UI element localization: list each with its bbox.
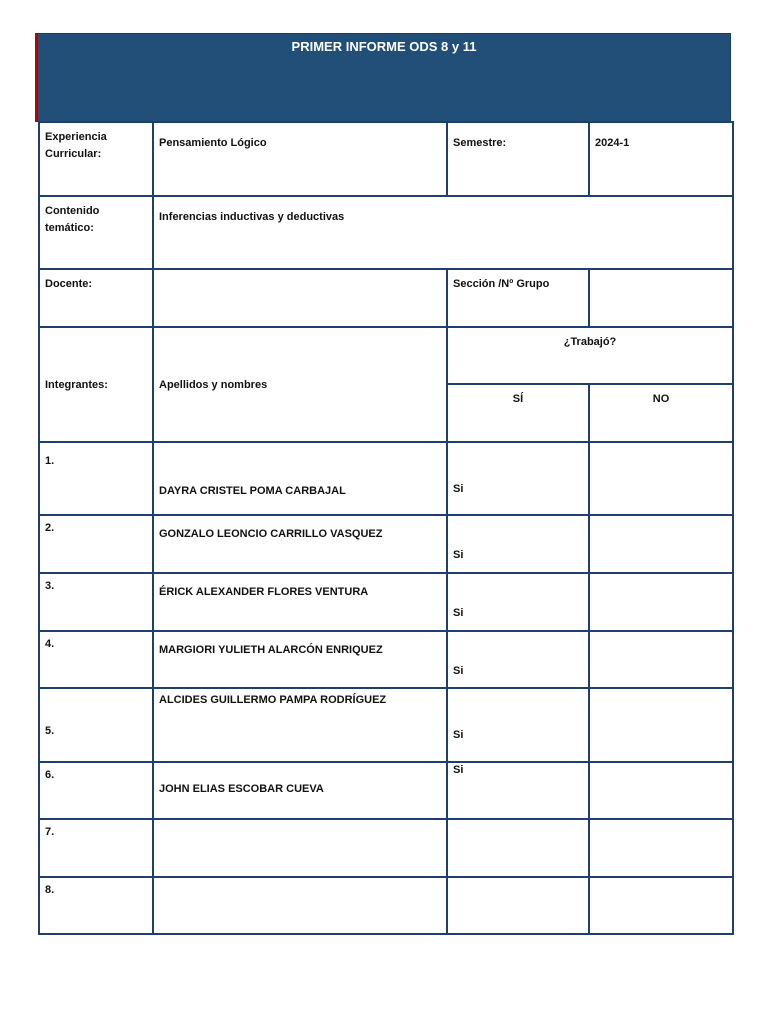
trabajo-label: ¿Trabajó? — [447, 327, 733, 384]
table-row — [39, 573, 733, 631]
member-si: Si — [447, 442, 589, 515]
table-row — [39, 877, 733, 934]
member-si: Si — [447, 515, 589, 573]
report-title: PRIMER INFORME ODS 8 y 11 — [291, 39, 477, 54]
semestre-value: 2024-1 — [589, 122, 733, 196]
member-si — [447, 819, 589, 877]
row-number: 1. — [39, 442, 153, 515]
seccion-label: Sección /Nº Grupo — [447, 269, 589, 327]
row-number: 8. — [39, 877, 153, 934]
row-number: 5. — [39, 688, 153, 762]
member-name — [153, 877, 447, 934]
experiencia-label: Experiencia Curricular: — [39, 122, 153, 196]
member-name: JOHN ELIAS ESCOBAR CUEVA — [153, 762, 447, 819]
integrantes-label: Integrantes: — [39, 327, 153, 442]
member-no — [589, 573, 733, 631]
table-row — [39, 819, 733, 877]
member-no — [589, 631, 733, 688]
table-row — [39, 688, 733, 762]
member-name: ÉRICK ALEXANDER FLORES VENTURA — [153, 573, 447, 631]
member-name: DAYRA CRISTEL POMA CARBAJAL — [153, 442, 447, 515]
row-number: 6. — [39, 762, 153, 819]
member-si: Si — [447, 688, 589, 762]
member-name: MARGIORI YULIETH ALARCÓN ENRIQUEZ — [153, 631, 447, 688]
member-name: ALCIDES GUILLERMO PAMPA RODRÍGUEZ — [153, 688, 447, 762]
report-header — [37, 33, 731, 122]
contenido-value: Inferencias inductivas y deductivas — [153, 196, 733, 269]
member-no — [589, 515, 733, 573]
member-si: Si — [447, 762, 589, 819]
docente-label: Docente: — [39, 269, 153, 327]
member-name: GONZALO LEONCIO CARRILLO VASQUEZ — [153, 515, 447, 573]
member-no — [589, 877, 733, 934]
contenido-row — [39, 196, 733, 269]
si-column-label: SÍ — [447, 384, 589, 442]
semestre-label: Semestre: — [447, 122, 589, 196]
row-number: 3. — [39, 573, 153, 631]
member-name — [153, 819, 447, 877]
member-si — [447, 877, 589, 934]
member-no — [589, 688, 733, 762]
row-number: 2. — [39, 515, 153, 573]
row-number: 4. — [39, 631, 153, 688]
docente-value — [153, 269, 447, 327]
table-row — [39, 515, 733, 573]
member-no — [589, 819, 733, 877]
experiencia-row — [39, 122, 733, 196]
table-row — [39, 631, 733, 688]
table-row — [39, 442, 733, 515]
seccion-value — [589, 269, 733, 327]
experiencia-value: Pensamiento Lógico — [153, 122, 447, 196]
table-row — [39, 762, 733, 819]
member-si: Si — [447, 573, 589, 631]
nombres-label: Apellidos y nombres — [153, 327, 447, 442]
member-no — [589, 762, 733, 819]
member-no — [589, 442, 733, 515]
no-column-label: NO — [589, 384, 733, 442]
contenido-label: Contenido temático: — [39, 196, 153, 269]
integrantes-header-row — [39, 327, 733, 384]
member-si: Si — [447, 631, 589, 688]
row-number: 7. — [39, 819, 153, 877]
docente-row — [39, 269, 733, 327]
report-form-table — [38, 121, 734, 935]
